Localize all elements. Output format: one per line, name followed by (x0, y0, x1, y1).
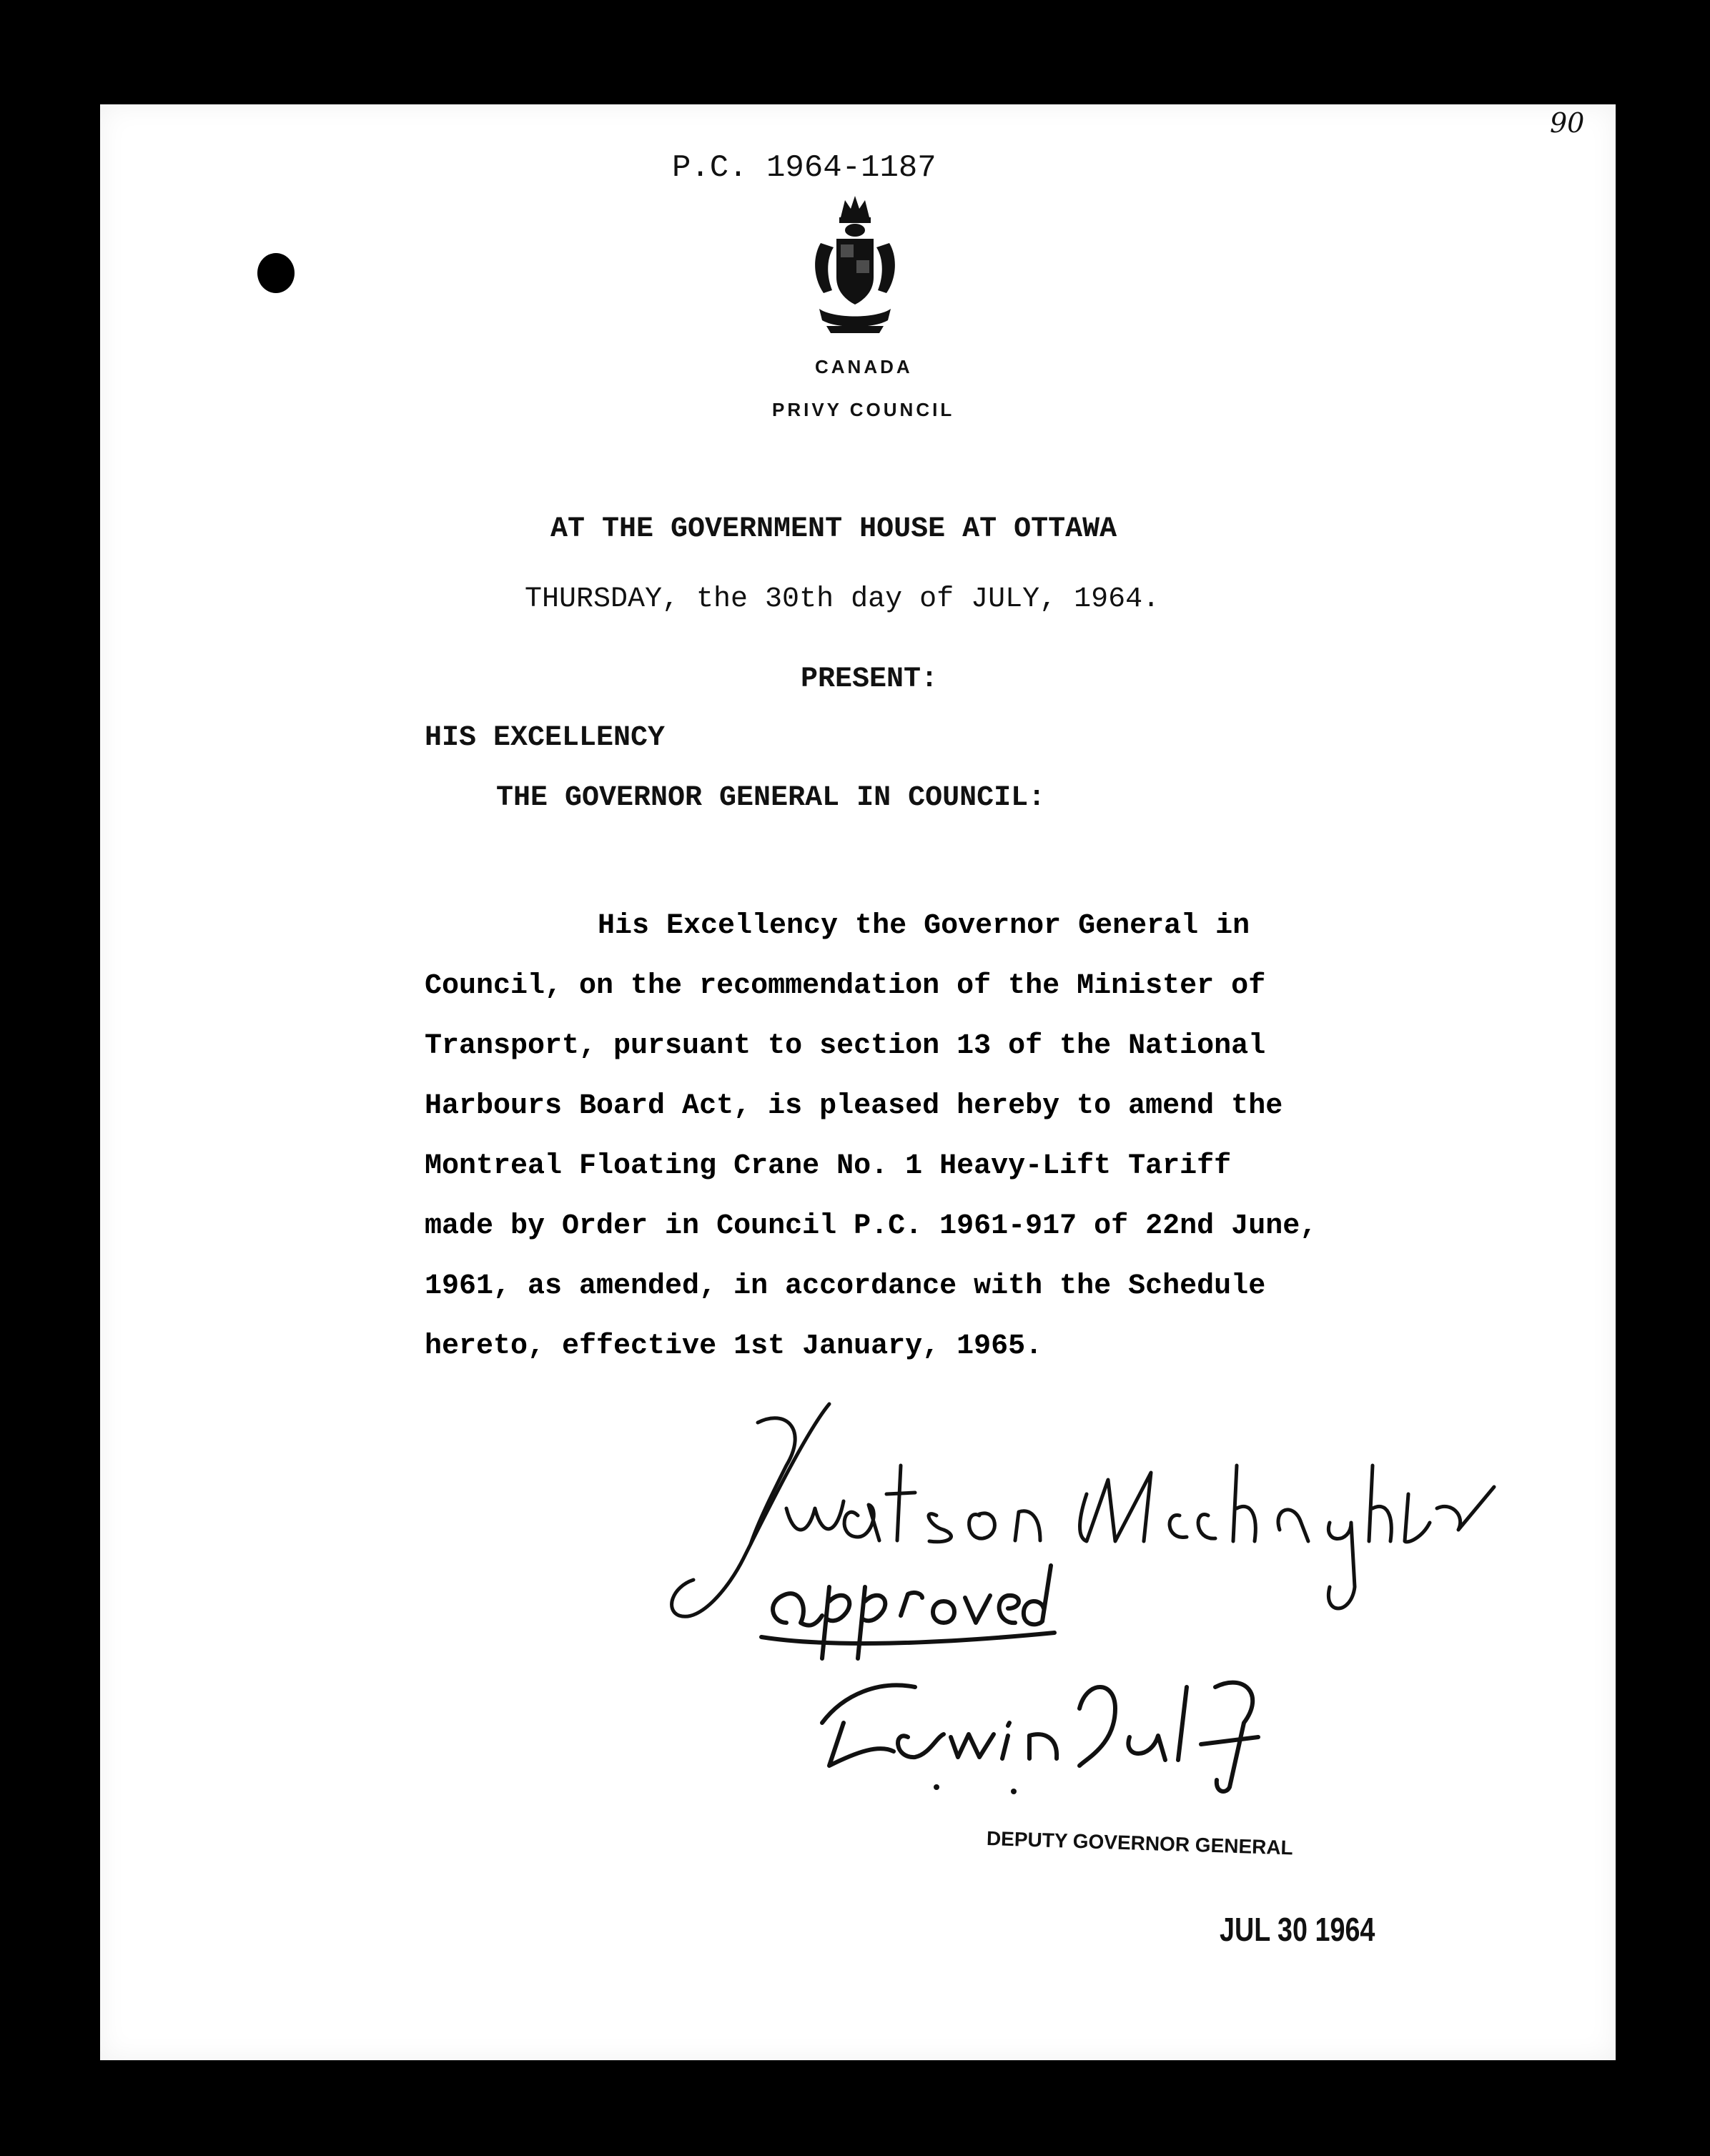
body-line: His Excellency the Governor General in (598, 910, 1250, 942)
deputy-governor-stamp: DEPUTY GOVERNOR GENERAL (986, 1827, 1294, 1859)
deputy-signature (815, 1666, 1272, 1794)
body-line: 1961, as amended, in accordance with the Schedule (425, 1270, 1266, 1302)
punch-hole-mark (257, 253, 295, 293)
approved-handwriting (758, 1558, 1058, 1666)
excellency-line: HIS EXCELLENCY (425, 722, 666, 754)
meeting-place: AT THE GOVERNMENT HOUSE AT OTTAWA (550, 513, 1117, 545)
body-line: Harbours Board Act, is pleased hereby to amend the (425, 1090, 1283, 1122)
coat-of-arms-icon (805, 193, 905, 336)
governor-council-line: THE GOVERNOR GENERAL IN COUNCIL: (496, 782, 1046, 814)
body-line: Council, on the recommendation of the Minister of (425, 970, 1266, 1002)
council-label: PRIVY COUNCIL (772, 399, 955, 420)
present-heading: PRESENT: (801, 663, 939, 696)
date-stamp: JUL 30 1964 (1220, 1911, 1375, 1948)
body-line: Montreal Floating Crane No. 1 Heavy-Lift Tariff (425, 1150, 1232, 1182)
body-line: Transport, pursuant to section 13 of the National (425, 1030, 1266, 1062)
country-label: CANADA (815, 356, 913, 377)
body-line: made by Order in Council P.C. 1961-917 of 22nd June, (425, 1210, 1318, 1242)
body-line: hereto, effective 1st January, 1965. (425, 1330, 1043, 1363)
page-number: 90 (1550, 107, 1585, 139)
order-number: P.C. 1964-1187 (672, 150, 936, 186)
order-body (425, 896, 1440, 1377)
meeting-date: THURSDAY, the 30th day of JULY, 1964. (525, 583, 1160, 615)
